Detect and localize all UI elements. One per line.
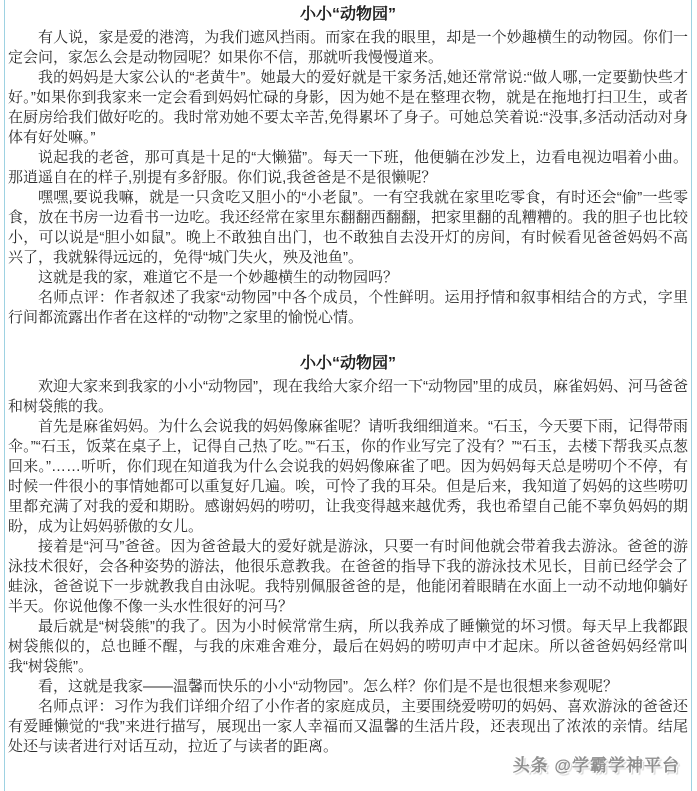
essay-2-title: 小小“动物园” <box>299 355 396 372</box>
essay-1-paragraph-5: 这就是我的家，难道它不是一个妙趣横生的动物园吗？ <box>38 269 399 286</box>
essay-1 <box>8 5 688 328</box>
essay-2-paragraph-3: 接着是“河马”爸爸。因为爸爸最大的爱好就是游泳，只要一有时间他就会带着我去游泳。爸爸的游泳技术很好，会各种姿势的游法，他很乐意教我。在爸爸的指导下我的游泳技术见长，目前已经学会了蛙泳，爸爸说下一步就教我自由泳呢。我特别佩服爸爸的是，他能闭着眼睛在水面上一动不动地仰躺好半天。你说他像不像一头水性很好的河马？ <box>8 538 688 615</box>
essay-2-paragraph-4: 最后就是“树袋熊”的我了。因为小时候常常生病，所以我养成了睡懒觉的坏习惯。每天早上我都跟树袋熊似的，总也睡不醒，与我的床难舍难分，最后在妈妈的唠叨声中才起床。所以爸爸妈妈经常叫我“树袋熊”。 <box>8 618 688 675</box>
essay-1-teacher-review: 名师点评：作者叙述了我家“动物园”中各个成员，个性鲜明。运用抒情和叙事相结合的方式，字里行间都流露出作者在这样的“动物”之家里的愉悦心情。 <box>8 289 688 326</box>
essay-1-paragraph-4: 嘿嘿,要说我嘛，就是一只贪吃又胆小的“小老鼠”。一有空我就在家里吃零食，有时还会“偷”一些零食，放在书房一边看书一边吃。我还经常在家里东翻翻西翻翻，把家里翻的乱糟糟的。我的胆子也比较小，可以说是“胆小如鼠”。晚上不敢独自出门，也不敢独自去没开灯的房间，有时候看见爸爸妈妈不高兴了，我就躲得远远的，免得“城门失火，殃及池鱼”。 <box>8 189 688 266</box>
document-page <box>4 0 692 791</box>
watermark: 头条 @学霸学神平台 <box>512 756 680 775</box>
essay-1-title: 小小“动物园” <box>299 6 396 23</box>
essay-2 <box>8 354 688 757</box>
essay-2-paragraph-5: 看，这就是我家——温馨而快乐的小小“动物园”。怎么样？你们是不是也很想来参观呢？ <box>38 678 618 695</box>
essay-1-paragraph-2: 我的妈妈是大家公认的“老黄牛”。她最大的爱好就是干家务活,她还常常说:“做人哪,一定要勤快些才好。”如果你到我家来一定会看到妈妈忙碌的身影，因为她不是在整理衣物，就是在拖地打扫卫生，或者在厨房给我们做好吃的。我时常劝她不要太辛苦,免得累坏了身子。可她总笑着说:“没事,多活动活动对身体有好处嘛。” <box>8 69 688 146</box>
essay-1-paragraph-1: 有人说，家是爱的港湾，为我们遮风挡雨。而家在我的眼里，却是一个妙趣横生的动物园。你们一定会问，家怎么会是动物园呢？如果你不信，那就听我慢慢道来。 <box>8 29 688 66</box>
essay-2-paragraph-1: 欢迎大家来到我家的小小“动物园”，现在我给大家介绍一下“动物园”里的成员，麻雀妈妈、河马爸爸和树袋熊的我。 <box>8 378 688 415</box>
essay-2-paragraph-2: 首先是麻雀妈妈。为什么会说我的妈妈像麻雀呢？请听我细细道来。“石玉，今天要下雨，记得带雨伞。”“石玉，饭菜在桌子上，记得自己热了吃。”“石玉，你的作业写完了没有？”“石玉，去楼下帮我买点葱回来。”……听听，你们现在知道我为什么会说我的妈妈像麻雀了吧。因为妈妈每天总是唠叨个不停，有时候一件很小的事情她都可以重复好几遍。唉，可怜了我的耳朵。但是后来，我知道了妈妈的这些唠叨里都充满了对我的爱和期盼。感谢妈妈的唠叨，让我变得越来越优秀，我也希望自己能不辜负妈妈的期盼，成为让妈妈骄傲的女儿。 <box>8 418 688 535</box>
essay-1-paragraph-3: 说起我的老爸，那可真是十足的“大懒猫”。每天一下班，他便躺在沙发上，边看电视边唱着小曲。那逍遥自在的样子,别提有多舒服。你们说,我爸爸是不是很懒呢？ <box>8 149 688 186</box>
essay-2-teacher-review: 名师点评：习作为我们详细介绍了小作者的家庭成员，主要围绕爱唠叨的妈妈、喜欢游泳的爸爸还有爱睡懒觉的“我”来进行描写，展现出一家人幸福而又温馨的生活片段，还表现出了浓浓的亲情。结尾处还与读者进行对话互动，拉近了与读者的距离。 <box>8 698 688 755</box>
